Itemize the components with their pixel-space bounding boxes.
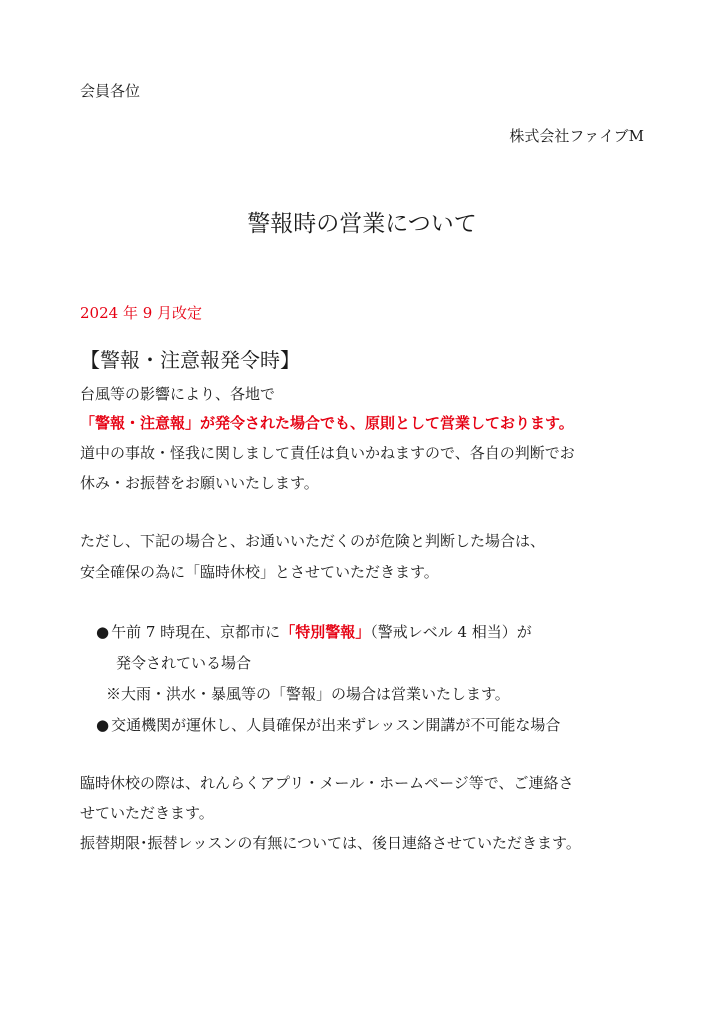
condition-note: ※大雨・洪水・暴風等の「警報」の場合は営業いたします。 — [106, 685, 510, 703]
bullet-icon: ● — [96, 716, 110, 734]
intro-line-2-highlight: 「警報・注意報」が発令された場合でも、原則として営業しております。 — [80, 414, 574, 432]
revision-date: 2024 年 9 月改定 — [80, 304, 203, 322]
recipient-line: 会員各位 — [80, 82, 141, 100]
intro-line-3: 道中の事故・怪我に関しまして責任は負いかねますので、各自の判断でお — [80, 444, 575, 462]
sender-line: 株式会社ファイブM — [509, 127, 644, 145]
condition-2-text: 交通機関が運休し、人員確保が出来ずレッスン開講が不可能な場合 — [111, 716, 561, 734]
condition-item-1 — [96, 621, 532, 642]
page-title: 警報時の営業について — [247, 211, 477, 237]
condition-1-prefix: 午前 7 時現在、京都市に — [111, 623, 281, 641]
section-heading: 【警報・注意報発令時】 — [80, 348, 300, 372]
intro-line-1: 台風等の影響により、各地で — [80, 385, 276, 403]
exception-line-2: 安全確保の為に「臨時休校」とさせていただきます。 — [80, 563, 439, 581]
condition-item-2 — [96, 714, 560, 735]
intro-line-4: 休み・お振替をお願いいたします。 — [80, 474, 319, 492]
exception-line-1: ただし、下記の場合と、お通いいただくのが危険と判断した場合は、 — [80, 532, 546, 550]
bullet-icon: ● — [96, 623, 110, 641]
condition-1-suffix: （警戒レベル 4 相当）が — [370, 623, 532, 641]
closing-line-1: 臨時休校の際は、れんらくアプリ・メール・ホームページ等で、ご連絡さ — [80, 774, 574, 792]
condition-1-highlight: 「特別警報」 — [280, 623, 371, 641]
condition-item-1-continued: 発令されている場合 — [116, 654, 252, 672]
closing-line-2: せていただきます。 — [80, 804, 214, 822]
closing-line-3: 振替期限･振替レッスンの有無については、後日連絡させていただきます。 — [80, 834, 581, 852]
